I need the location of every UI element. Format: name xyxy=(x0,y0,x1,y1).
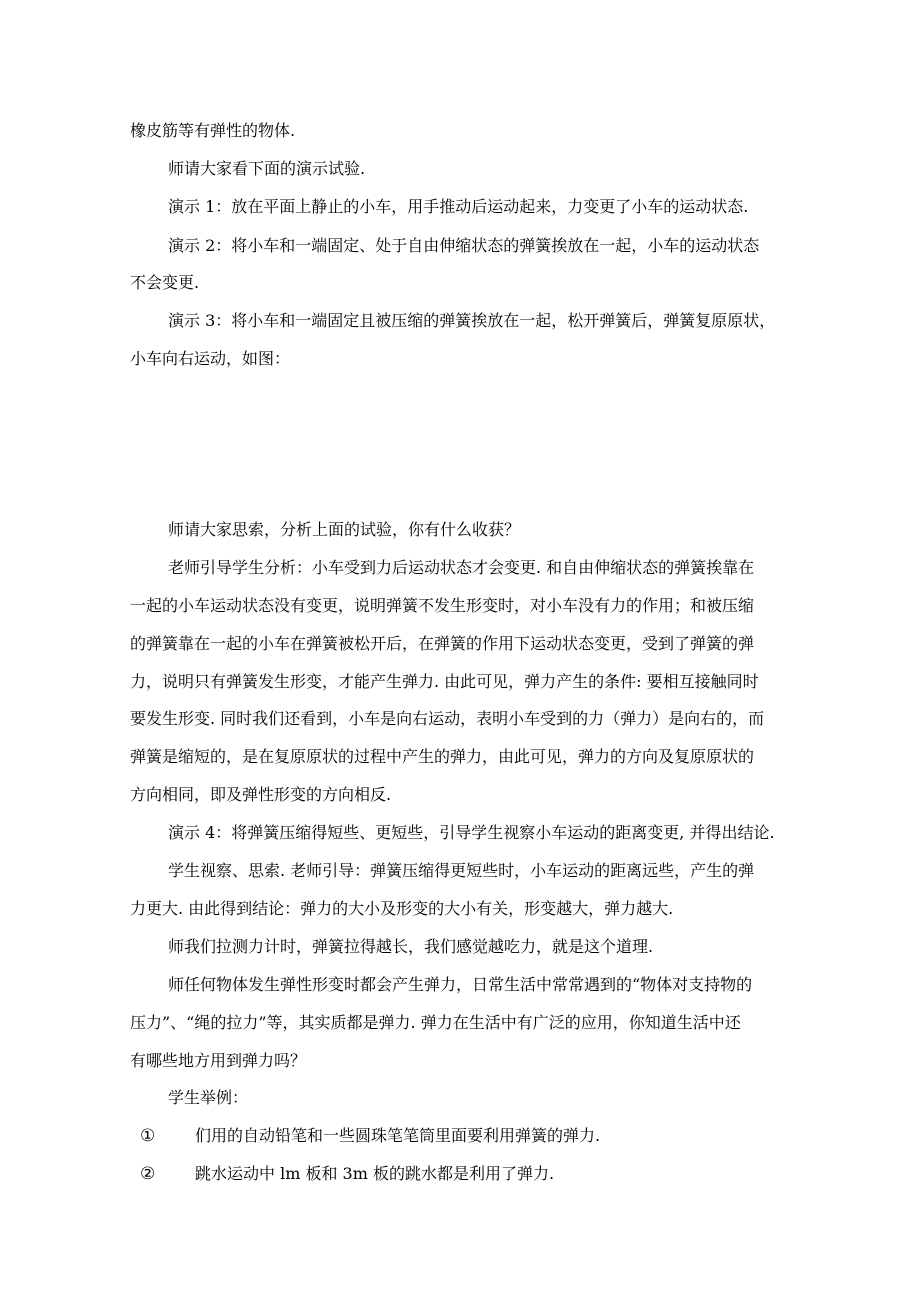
text-line: 师任何物体发生弹性形变时都会产生弹力，日常生活中常常遇到的“物体对支持物的 xyxy=(168,975,753,994)
text-line: 师请大家思索，分析上面的试验，你有什么收获？ xyxy=(168,520,521,539)
figure-placeholder xyxy=(130,380,800,500)
text-line: 压力”、“绳的拉力”等，其实质都是弹力. 弹力在生活中有广泛的应用，你知道生活中还 xyxy=(130,1013,741,1032)
text-line: 弹簧是缩短的，是在复原原状的过程中产生的弹力，由此可见，弹力的方向及复原原状的 xyxy=(130,747,755,766)
text-line: 有哪些地方用到弹力吗？ xyxy=(130,1051,307,1070)
text-line: 师请大家看下面的演示试验. xyxy=(168,159,366,178)
text-line: 橡皮筋等有弹性的物体. xyxy=(130,121,296,140)
list-item-text: 们用的自动铅笔和一些圆珠笔笔筒里面要利用弹簧的弹力. xyxy=(195,1126,601,1145)
text-line: 一起的小车运动状态没有变更，说明弹簧不发生形变时，对小车没有力的作用；和被压缩 xyxy=(130,596,755,615)
list-marker: ① xyxy=(140,1126,156,1146)
text-line: 老师引导学生分析：小车受到力后运动状态才会变更. 和自由伸缩状态的弹簧挨靠在 xyxy=(168,558,755,577)
text-line: 演示 1：放在平面上静止的小车，用手推动后运动起来，力变更了小车的运动状态. xyxy=(168,197,749,216)
text-line: 演示 3：将小车和一端固定且被压缩的弹簧挨放在一起，松开弹簧后，弹簧复原原状， xyxy=(168,311,776,330)
text-line: 师我们拉测力计时，弹簧拉得越长，我们感觉越吃力，就是这个道理. xyxy=(168,937,654,956)
text-line: 演示 2：将小车和一端固定、处于自由伸缩状态的弹簧挨放在一起，小车的运动状态 xyxy=(168,236,760,255)
text-line: 力更大. 由此得到结论：弹力的大小及形变的大小有关，形变越大，弹力越大. xyxy=(130,899,674,918)
text-line: 学生视察、思索. 老师引导：弹簧压缩得更短些时，小车运动的距离远些，产生的弹 xyxy=(168,861,755,880)
list-marker: ② xyxy=(140,1164,156,1184)
text-line: 演示 4：将弹簧压缩得短些、更短些，引导学生视察小车运动的距离变更, 并得出结论. xyxy=(168,823,775,842)
text-line: 方向相同，即及弹性形变的方向相反. xyxy=(130,785,392,804)
text-line: 学生举例： xyxy=(168,1088,249,1107)
text-line: 的弹簧靠在一起的小车在弹簧被松开后，在弹簧的作用下运动状态变更，受到了弹簧的弹 xyxy=(130,634,755,653)
text-line: 力，说明只有弹簧发生形变，才能产生弹力. 由此可见，弹力产生的条件: 要相互接触同时 xyxy=(130,672,759,691)
text-line: 小车向右运动，如图： xyxy=(130,349,291,368)
list-item-text: 跳水运动中 lm 板和 3m 板的跳水都是利用了弹力. xyxy=(195,1164,555,1183)
text-line: 不会变更. xyxy=(130,273,200,292)
text-line: 要发生形变. 同时我们还看到，小车是向右运动，表明小车受到的力（弹力）是向右的，而 xyxy=(130,709,765,728)
